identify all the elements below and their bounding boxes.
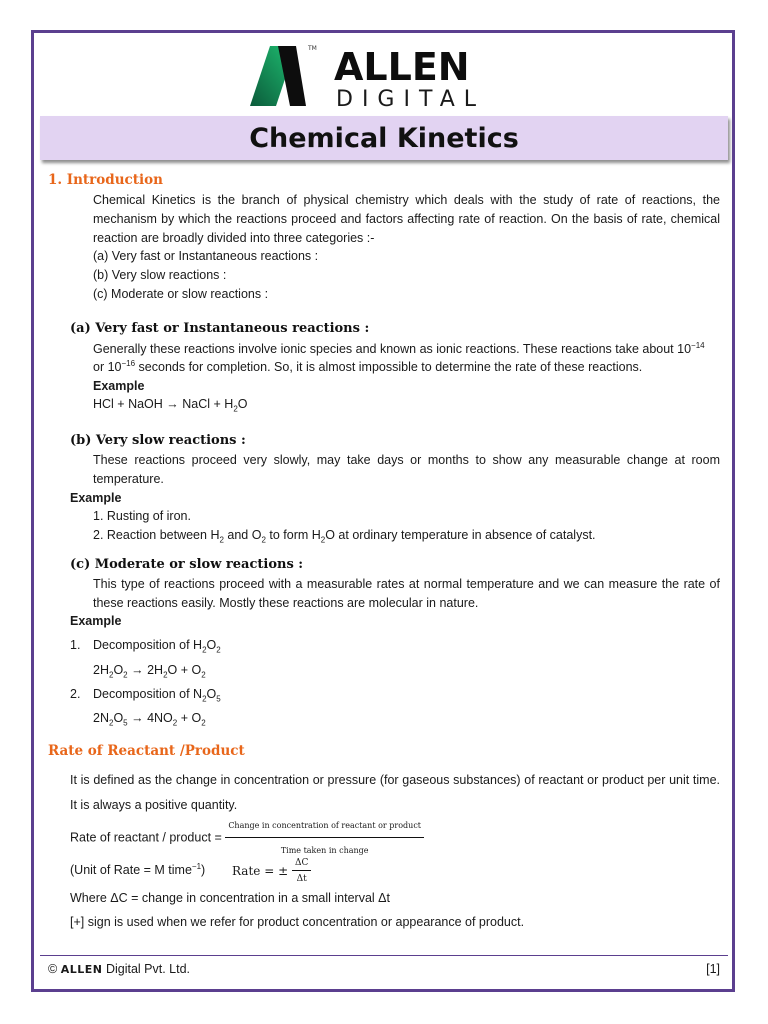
section-b-paragraph: These reactions proceed very slowly, may take days or months to show any measurable change at room temperature. [93,453,720,486]
section-c-decomp-1: Decomposition of $H_2O_2$ [93,638,221,655]
section-a-heading: (a) Very fast or Instantaneous reactions : [70,321,370,336]
footer-divider [40,955,728,956]
rate-fraction: $\frac{\text{Change in concentration of reactant or product}}{\text{Time taken in change}}$ [225,816,424,860]
svg-text:DIGITAL: DIGITAL [336,87,486,110]
section-b-heading: (b) Very slow reactions : [70,433,246,448]
section-c-decomp-2: Decomposition of $N_2O_5$ [93,687,221,704]
svg-text:ALLEN: ALLEN [334,45,470,89]
section-b-example-1: 1. Rusting of iron. [93,509,191,523]
copyright-symbol: © [48,962,58,976]
intro-item-c: (c) Moderate or slow reactions : [93,287,269,301]
page-title: Chemical Kinetics [249,123,519,154]
section-c-reaction-2: $2N_2O_5 \to 4NO_2 + O_2$ [93,711,206,728]
section-c-num-2: 2. [70,687,81,701]
rate-differential-equation: Rate = ± $\frac{\Delta C}{\Delta t}$ [232,858,311,884]
logo-mark-icon [248,42,523,110]
rate-where-line: Where ΔC = change in concentration in a small interval Δt [70,891,390,905]
rate-heading: Rate of Reactant /Product [48,743,245,759]
section-b-example-2: 2. Reaction between $H_2$ and $O_2$ to form $H_2O$ at ordinary temperature in absence of catalyst. [93,528,596,545]
page-number: [1] [706,962,720,976]
rate-sign-line: [+] sign is used when we refer for product concentration or appearance of product. [70,915,525,929]
rate-paragraph: It is defined as the change in concentration or pressure (for gaseous substances) of reactant or product per unit time. It is always a positive quantity. [70,773,720,812]
allen-digital-logo [248,42,523,110]
section-c-example-label: Example [70,614,122,628]
section-a-line2: or $10^{-16}$ seconds for completion. So, it is almost impossible to determine the rate of these reactions. [93,358,643,374]
section-c-paragraph: This type of reactions proceed with a measurable rates at normal temperature and we can measure the rate of these reactions easily. Mostly these reactions are molecular in nature. [93,577,720,610]
intro-item-b: (b) Very slow reactions : [93,268,227,282]
section-c-heading: (c) Moderate or slow reactions : [70,557,304,572]
section-c-reaction-1: $2H_2O_2 \to 2H_2O + O_2$ [93,663,206,680]
svg-text:TM: TM [308,45,317,52]
rate-unit: (Unit of Rate = M time$^{-1}$) [70,861,206,877]
rate-formula: Rate of reactant / product = $\frac{\text{Change in concentration of reactant or product}}{\text{Time taken in change}}$ [70,816,424,860]
section-a-line1: Generally these reactions involve ionic species and known as ionic reactions. These reactions take about $10^{-14}$ [93,340,705,356]
section-b-example-label: Example [70,491,122,505]
intro-paragraph: Chemical Kinetics is the branch of physical chemistry which deals with the study of rate of reactions, the mechanism by which the reactions proceed and factors affecting rate of reaction. On the basis of rate, chemical reaction are broadly divided into three categories :- [93,193,720,245]
intro-heading: 1. Introduction [48,172,163,188]
section-a-example-label: Example [93,379,145,393]
footer-company: Digital Pvt. Ltd. [102,962,191,976]
footer [48,962,720,976]
intro-item-a: (a) Very fast or Instantaneous reactions : [93,249,319,263]
section-c-num-1: 1. [70,638,81,652]
section-a-equation: HCl + NaOH → NaCl + $H_2O$ [93,397,248,414]
footer-brand: ALLEN [60,963,103,976]
title-band [40,116,728,160]
